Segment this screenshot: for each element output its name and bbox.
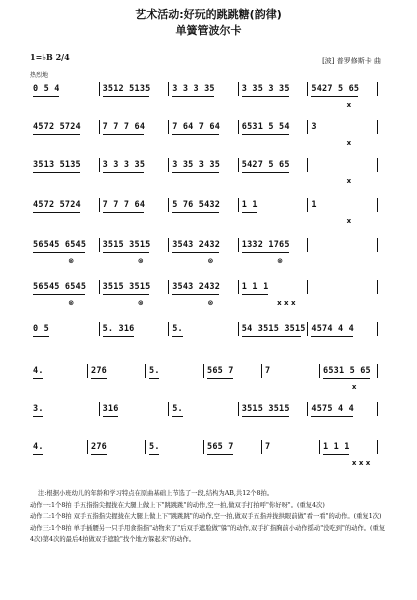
measure: 1 1 1	[241, 282, 269, 292]
beam-line	[242, 134, 289, 135]
beam-line	[103, 336, 134, 337]
bar-line	[145, 364, 146, 378]
bar-line	[377, 120, 378, 134]
bar-line	[87, 364, 88, 378]
percussion-mark: ⊗	[207, 257, 214, 265]
beam-line	[103, 294, 150, 295]
bar-line	[203, 440, 204, 454]
percussion-mark: x x x	[277, 299, 296, 307]
beam-line	[103, 172, 145, 173]
beam-line	[149, 454, 159, 455]
note-line: 动作二:1个8拍 双手五指指尖握拢在大腿上做上下"跳跳跳"的动作,空一拍,做双手五指并拢拱眼前做"看一看"的动作。(重复1次)	[30, 513, 382, 520]
note-line: 动作三:1个8拍 单手插腰另一只手用食指指"动物来了"后双手遮脸做"躲"的动作,双手扩指胸前小动作摇动"没吃到"的动作。(重复4次)第4次的最后4拍做双手遮脸"找个地方躲起来"的动作。	[30, 524, 386, 543]
page-title: 艺术活动:好玩的跳跳糖(韵律)	[135, 8, 282, 21]
bar-line	[377, 280, 378, 294]
measure: 565 7	[207, 442, 234, 452]
measure: 54 3515 3515	[241, 324, 306, 334]
measure: 1 1	[241, 200, 258, 210]
bar-line	[168, 402, 169, 416]
measure: 3 35 3 35	[172, 160, 221, 170]
bar-line	[238, 322, 239, 336]
beam-line	[207, 454, 233, 455]
measure: 5. 316	[102, 324, 135, 334]
beam-line	[172, 252, 219, 253]
measure: 1	[311, 200, 317, 210]
beam-line	[172, 212, 219, 213]
measure: 3.	[33, 404, 44, 414]
measure: 5.	[149, 442, 160, 452]
beam-line	[91, 454, 107, 455]
bar-line	[307, 82, 308, 96]
beam-line	[103, 416, 119, 417]
measure: 3512 5135	[102, 84, 151, 94]
score-row	[30, 322, 378, 336]
bar-line	[307, 158, 308, 172]
beam-line	[242, 96, 289, 97]
bar-line	[99, 402, 100, 416]
beam-line	[242, 252, 289, 253]
beam-line	[172, 134, 219, 135]
bar-line	[377, 198, 378, 212]
beam-line	[242, 336, 302, 337]
score-row	[30, 280, 378, 307]
bar-line	[99, 238, 100, 252]
bar-line	[99, 322, 100, 336]
bar-line	[168, 158, 169, 172]
beam-line	[103, 252, 150, 253]
measure: 3543 2432	[172, 240, 221, 250]
beam-line	[242, 172, 289, 173]
score-row	[30, 364, 378, 391]
measure: 3 3 3 35	[102, 160, 146, 170]
bar-line	[261, 440, 262, 454]
measure: 3543 2432	[172, 282, 221, 292]
beam-line	[242, 416, 289, 417]
measure: 276	[91, 442, 107, 452]
bar-line	[168, 82, 169, 96]
measure	[311, 280, 375, 294]
beam-line	[242, 294, 268, 295]
measure: 7 7 7 64	[102, 122, 146, 132]
beam-line	[103, 134, 145, 135]
beam-line	[33, 96, 59, 97]
measure: 7 7 7 64	[102, 200, 146, 210]
beam-line	[242, 212, 258, 213]
score-row	[30, 238, 378, 265]
beam-line	[207, 378, 233, 379]
measure: 7 64 7 64	[172, 122, 221, 132]
bar-line	[99, 198, 100, 212]
beam-line	[172, 172, 219, 173]
bar-line	[238, 280, 239, 294]
bar-line	[238, 158, 239, 172]
beam-line	[323, 378, 370, 379]
beam-line	[311, 96, 358, 97]
bar-line	[377, 158, 378, 172]
beam-line	[33, 252, 85, 253]
bar-line	[377, 82, 378, 96]
measure: 3	[311, 122, 317, 132]
bar-line	[238, 198, 239, 212]
percussion-mark: x	[351, 383, 357, 391]
beam-line	[311, 416, 353, 417]
measure: 4.	[33, 366, 44, 376]
measure: 565 7	[207, 366, 234, 376]
tempo-marking: 热烈地	[30, 72, 49, 79]
beam-line	[33, 212, 80, 213]
bar-line	[168, 280, 169, 294]
beam-line	[172, 294, 219, 295]
bar-line	[99, 120, 100, 134]
percussion-mark: ⊗	[207, 299, 214, 307]
measure: 4.	[33, 442, 44, 452]
measure: 5427 5 65	[311, 84, 360, 94]
bar-line	[238, 120, 239, 134]
measure: 0 5	[33, 324, 49, 334]
beam-line	[172, 336, 182, 337]
bar-line	[319, 440, 320, 454]
bar-line	[99, 280, 100, 294]
score-row	[30, 402, 378, 416]
score-row	[30, 158, 378, 185]
percussion-mark: x	[346, 101, 352, 109]
beam-line	[172, 96, 214, 97]
beam-line	[33, 336, 49, 337]
beam-line	[33, 378, 43, 379]
measure: 3515 3515	[102, 282, 151, 292]
bar-line	[238, 238, 239, 252]
measure: 6531 5 65	[323, 366, 371, 376]
measure: 276	[91, 366, 107, 376]
bar-line	[319, 364, 320, 378]
bar-line	[377, 364, 378, 378]
bar-line	[168, 198, 169, 212]
measure: 4574 4 4	[311, 324, 354, 334]
measure: 1332 1765	[241, 240, 290, 250]
measure: 7	[265, 366, 271, 376]
score-row	[30, 82, 378, 109]
bar-line	[203, 364, 204, 378]
measure: 5.	[149, 366, 160, 376]
measure: 4575 4 4	[311, 404, 354, 414]
measure: 6531 5 54	[241, 122, 290, 132]
percussion-mark: x	[346, 217, 352, 225]
bar-line	[238, 402, 239, 416]
measure: 3 35 3 35	[241, 84, 290, 94]
beam-line	[311, 336, 353, 337]
bar-line	[377, 402, 378, 416]
measure: 1 1 1	[323, 442, 350, 452]
score-row	[30, 198, 378, 225]
percussion-mark: ⊗	[277, 257, 283, 265]
percussion-mark: x	[346, 139, 352, 147]
measure: 7	[265, 442, 271, 452]
measure: 56545 6545	[33, 282, 87, 292]
measure: 0 5 4	[33, 84, 60, 94]
bar-line	[307, 120, 308, 134]
score-row	[30, 440, 378, 467]
measure: 56545 6545	[33, 240, 87, 250]
measure: 5 76 5432	[172, 200, 221, 210]
measure: 316	[102, 404, 119, 414]
measure: 3515 3515	[241, 404, 290, 414]
page-subtitle: 单簧管波尔卡	[175, 24, 242, 37]
beam-line	[103, 212, 145, 213]
beam-line	[33, 172, 80, 173]
bar-line	[99, 82, 100, 96]
note-line: 注:根据小班幼儿的年龄和学习特点在原曲基础上节选了一段,结构为AB,共12个8拍。	[38, 490, 274, 497]
beam-line	[323, 454, 349, 455]
bar-line	[168, 238, 169, 252]
bar-line	[307, 402, 308, 416]
bar-line	[145, 440, 146, 454]
bar-line	[307, 322, 308, 336]
measure: 5.	[172, 324, 183, 334]
percussion-mark: ⊗	[137, 299, 144, 307]
beam-line	[33, 134, 80, 135]
percussion-mark: x	[346, 177, 352, 185]
bar-line	[168, 120, 169, 134]
percussion-mark: ⊗	[68, 257, 75, 265]
measure	[311, 238, 375, 252]
key-signature: 1=♭B 2/4	[30, 52, 70, 62]
bar-line	[87, 440, 88, 454]
bar-line	[238, 82, 239, 96]
beam-line	[172, 416, 182, 417]
beam-line	[103, 96, 150, 97]
bar-line	[307, 280, 308, 294]
bar-line	[99, 158, 100, 172]
measure: 3513 5135	[33, 160, 81, 170]
measure: 3515 3515	[102, 240, 151, 250]
measure: 5427 5 65	[241, 160, 290, 170]
beam-line	[91, 378, 107, 379]
percussion-mark: x x x	[351, 459, 371, 467]
bar-line	[168, 322, 169, 336]
bar-line	[261, 364, 262, 378]
bar-line	[307, 198, 308, 212]
composer-credit: [波] 普罗修斯卡 曲	[322, 57, 381, 65]
bar-line	[377, 238, 378, 252]
bar-line	[307, 238, 308, 252]
note-line: 动作一:1个8拍 手五指指尖握拢在大腿上做上下"跳跳跳"的动作,空一拍,做双手打拍呼"你好呀"。(重复4次)	[30, 501, 325, 509]
measure: 5.	[172, 404, 183, 414]
beam-line	[33, 416, 43, 417]
score-row	[30, 120, 378, 147]
percussion-mark: ⊗	[68, 299, 75, 307]
measure	[311, 158, 375, 172]
measure: 4572 5724	[33, 122, 81, 132]
bar-line	[377, 322, 378, 336]
beam-line	[33, 454, 43, 455]
measure: 3 3 3 35	[172, 84, 215, 94]
percussion-mark: ⊗	[137, 257, 144, 265]
performance-notes	[30, 488, 387, 546]
beam-line	[33, 294, 85, 295]
bar-line	[377, 440, 378, 454]
beam-line	[149, 378, 159, 379]
measure: 4572 5724	[33, 200, 81, 210]
